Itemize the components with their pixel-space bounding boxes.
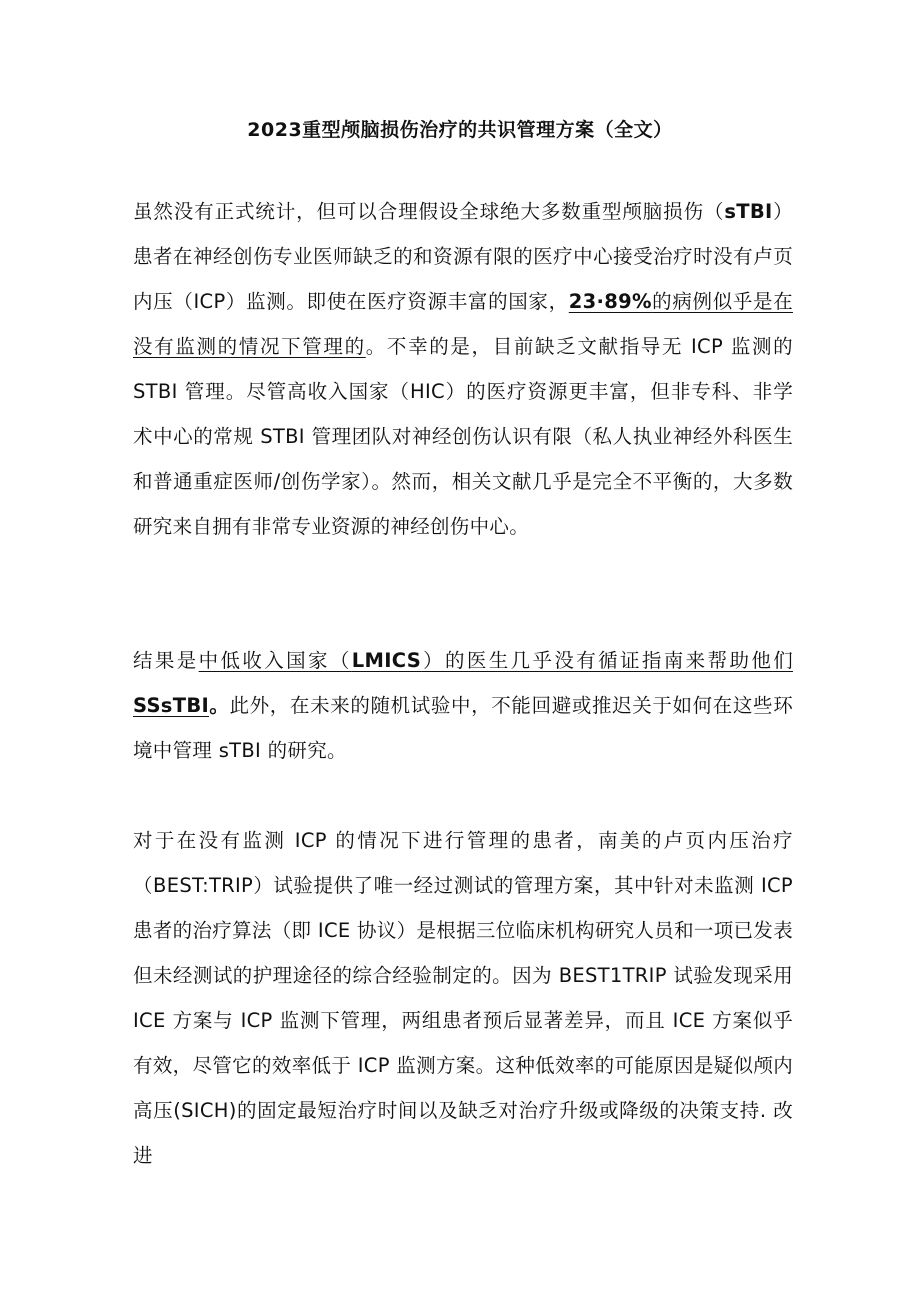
document-title: 2023重型颅脑损伤治疗的共识管理方案（全文） <box>247 119 673 141</box>
paragraph-2-end-mark: 。 <box>209 694 230 717</box>
paragraph-1-text-b: ）患者在神经创伤专业医师缺乏的和资源有限的医疗中心接受治疗时没有卢页内压（ICP）监测。即使在医疗资源丰富的国家， <box>133 200 793 313</box>
paragraph-1-text-c: 。不幸的是，目前缺乏文献指导无 ICP 监测的 STBI 管理。尽管高收入国家（HIC）的医疗资源更丰富，但非专科、非学术中心的常规 STBI 管理团队对神经创伤认识有限（私人执业神经外科医生和普通重症医师/创伤学家）。然而，相关文献几乎是完全不平衡的，大多数研究来自拥有非常专业资源的神经创伤中心。 <box>133 335 793 538</box>
paragraph-3: 对于在没有监测 ICP 的情况下进行管理的患者，南美的卢页内压治疗（BEST:TRIP）试验提供了唯一经过测试的管理方案，其中针对未监测 ICP 患者的治疗算法（即 ICE 协议）是根据三位临床机构研究人员和一项已发表但未经测试的护理途径的综合经验制定的。因为 BEST1TRIP 试验发现采用 ICE 方案与 ICP 监测下管理，两组患者预后显著差异，而且 ICE 方案似乎有效，尽管它的效率低于 ICP 监测方案。这种低效率的可能原因是疑似颅内高压(SICH)的固定最短治疗时间以及缺乏对治疗升级或降级的决策支持. 改进 <box>133 829 793 1167</box>
statistic-percent: 23∙89% <box>568 290 652 313</box>
paragraph-2-underlined-b: ）的医生几乎没有循证指南来帮助他们 <box>421 649 793 672</box>
paragraph-2 <box>133 638 793 773</box>
paragraph-2-underlined-a: 中低收入国家（ <box>198 649 352 672</box>
paragraph-2-text-a: 结果是 <box>133 649 199 672</box>
abbr-lmics: LMICS <box>351 649 422 672</box>
abbr-sssbti: SSsTBI <box>133 694 210 717</box>
abbr-stbi: sTBI <box>724 200 773 223</box>
paragraph-2-text-b: 此外，在未来的随机试验中，不能回避或推迟关于如何在这些环境中管理 sTBI 的研究。 <box>133 694 793 762</box>
paragraph-1 <box>133 189 793 549</box>
paragraph-1-underlined: 的病例似乎是在没有监测的情况下管理的 <box>133 290 793 358</box>
paragraph-1-text-a: 虽然没有正式统计，但可以合理假设全球绝大多数重型颅脑损伤（ <box>133 200 725 223</box>
